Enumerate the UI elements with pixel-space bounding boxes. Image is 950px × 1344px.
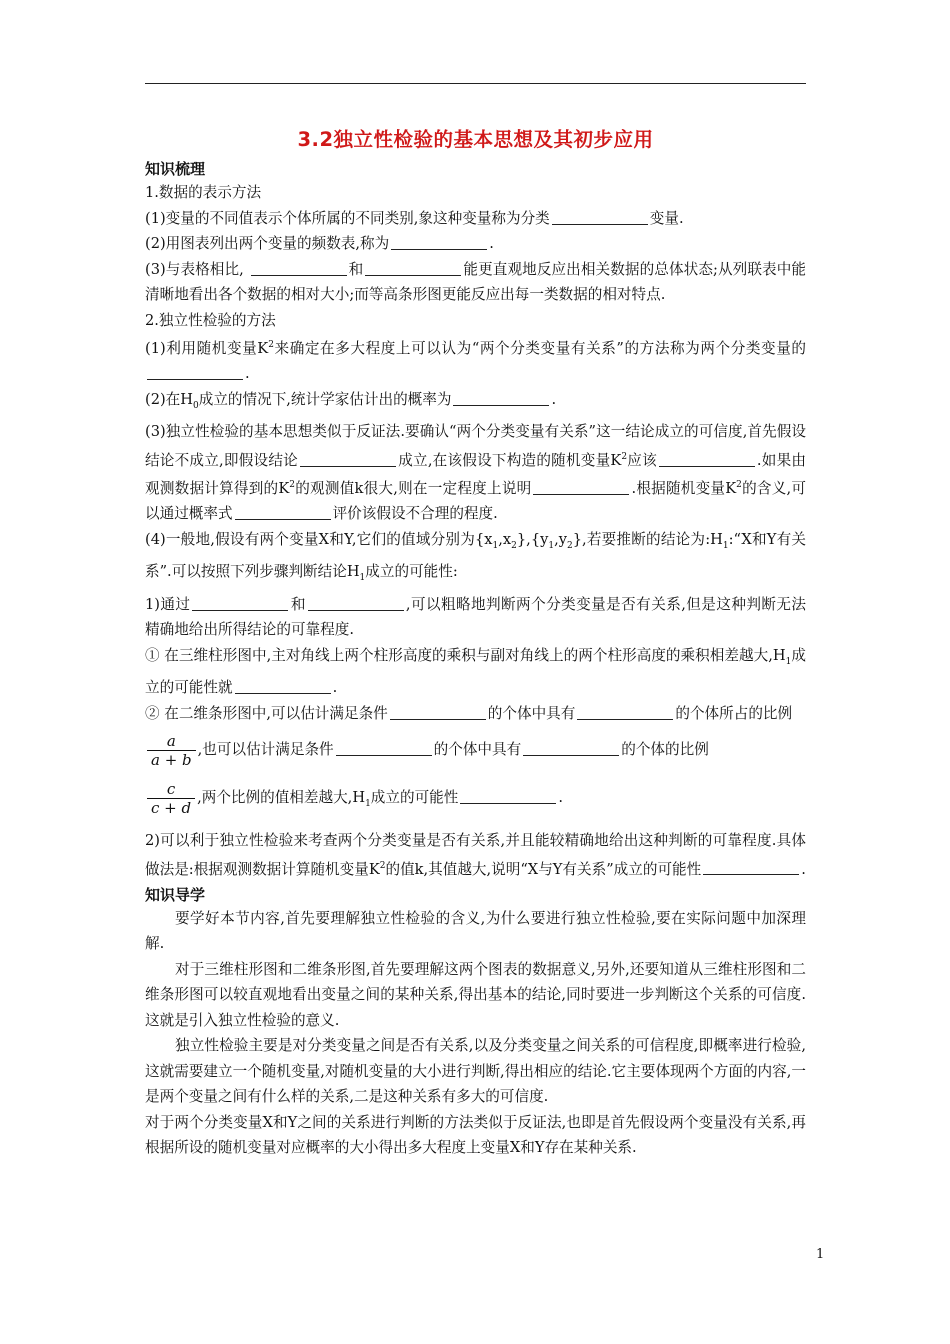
answer-blank[interactable] [300, 452, 396, 467]
item-2-1: (1)利用随机变量$K^2$来确定在多大程度上可以认为“两个分类变量有关系”的方法称为两个分类变量的. [145, 339, 806, 383]
fraction-a-over-a-plus-b: $\frac{a}{a + b}$ [147, 732, 196, 769]
item-2-4: (4)一般地,假设有两个变量X和Y,它们的值域分别为$\{x_1,x_2\},\{y_1,y_2\}$,若要推断的结论为$:H_1:“X$和Y有关系”.可以按照下列步骤判断结论$H_1$成立的可能性: [145, 530, 806, 584]
item-1-1: (1)变量的不同值表示个体所属的不同类别,象这种变量称为分类 变量. [145, 209, 684, 227]
section-heading-knowledge: 知识梳理 [145, 160, 206, 178]
step-1-circle-1: ① 在三维柱形图中,主对角线上两个柱形高度的乘积与副对角线上的两个柱形高度的乘积相差越大$,H_1$成立的可能性就 . [145, 646, 806, 697]
answer-blank[interactable] [703, 860, 799, 875]
answer-blank[interactable] [552, 210, 648, 225]
document-title: 3.2独立性检验的基本思想及其初步应用 [297, 128, 654, 151]
step-1-circle-2-ratio: $\frac{a}{a + b}$ ,也可以估计满足条件 的个体中具有 的个体的比例 [145, 726, 806, 774]
step-1-circle-2-ratio-2: $\frac{c}{c + d}$ ,两个比例的值相差越大$,H_1$成立的可能性 . [145, 774, 806, 828]
step-2: 2)可以利于独立性检验来考查两个分类变量是否有关系,并且能较精确地给出这种判断的可靠程度.具体做法是:根据观测数据计算随机变量$K^2$的值k,其值越大,说明“X与Y有关系”成立的可能性 . [145, 832, 806, 878]
document-body [145, 118, 806, 1161]
header-rule [145, 83, 806, 84]
guide-paragraph-4: 对于两个分类变量X和Y之间的关系进行判断的方法类似于反证法,也即是首先假设两个变量没有关系,再根据所设的随机变量对应概率的大小得出多大程度上变量X和Y存在某种关系. [145, 1113, 806, 1157]
answer-blank[interactable] [147, 365, 243, 380]
answer-blank[interactable] [365, 261, 461, 276]
item-1-3: (3)与表格相比, 和 能更直观地反应出相关数据的总体状态;从列联表中能清晰地看出各个数据的相对大小;而等高条形图更能反应出每一类数据的相对特点. [145, 260, 807, 303]
answer-blank[interactable] [523, 741, 619, 756]
step-1: 1)通过 和 ,可以粗略地判断两个分类变量是否有关系,但是这种判断无法精确地给出所得结论的可靠程度. [145, 595, 806, 639]
answer-blank[interactable] [390, 705, 486, 720]
answer-blank[interactable] [659, 452, 755, 467]
answer-blank[interactable] [533, 480, 629, 495]
guide-paragraph-1: 要学好本节内容,首先要理解独立性检验的含义,为什么要进行独立性检验,要在实际问题中加深理解. [145, 909, 806, 953]
answer-blank[interactable] [251, 261, 347, 276]
answer-blank[interactable] [192, 596, 288, 611]
section-heading-guide: 知识导学 [145, 885, 206, 904]
subsection-2: 2.独立性检验的方法 [145, 311, 276, 329]
item-1-2: (2)用图表列出两个变量的频数表,称为 . [145, 235, 494, 252]
item-2-2: (2)在$H_0$成立的情况下,统计学家估计出的概率为 . [145, 390, 557, 411]
answer-blank[interactable] [235, 505, 331, 520]
guide-paragraph-3: 独立性检验主要是对分类变量之间是否有关系,以及分类变量之间关系的可信程度,即概率进行检验,这就需要建立一个随机变量,对随机变量的大小进行判断,得出相应的结论.它主要体现两个方面的内容,一是两个变量之间有什么样的关系,二是这种关系有多大的可信度. [145, 1037, 806, 1106]
answer-blank[interactable] [577, 705, 673, 720]
step-1-circle-2: ② 在二维条形图中,可以估计满足条件 的个体中具有 的个体所占的比例 [145, 704, 793, 722]
fraction-c-over-c-plus-d: $\frac{c}{c + d}$ [147, 780, 195, 817]
subsection-1: 1.数据的表示方法 [145, 184, 262, 201]
answer-blank[interactable] [235, 679, 331, 694]
guide-paragraph-2: 对于三维柱形图和二维条形图,首先要理解这两个图表的数据意义,另外,还要知道从三维柱形图和二维条形图可以较直观地看出变量之间的某种关系,得出基本的结论,同时要进一步判断这个关系的可信度.这就是引入独立性检验的意义. [145, 960, 806, 1029]
answer-blank[interactable] [453, 391, 549, 406]
page-number: 1 [816, 1247, 825, 1262]
item-2-3: (3)独立性检验的基本思想类似于反证法.要确认“两个分类变量有关系”这一结论成立的可信度,首先假设结论不成立,即假设结论 成立,在该假设下构造的随机变量$K^2$应该 .如果由观测数据计算得到的$K^2$的观测值k很大,则在一定程度上说明 .根据随机变量$K^2$的含义,可以通过概率式 评价该假设不合理的程度. [145, 423, 807, 523]
answer-blank[interactable] [391, 235, 487, 250]
answer-blank[interactable] [336, 741, 432, 756]
answer-blank[interactable] [308, 596, 404, 611]
answer-blank[interactable] [460, 789, 556, 804]
